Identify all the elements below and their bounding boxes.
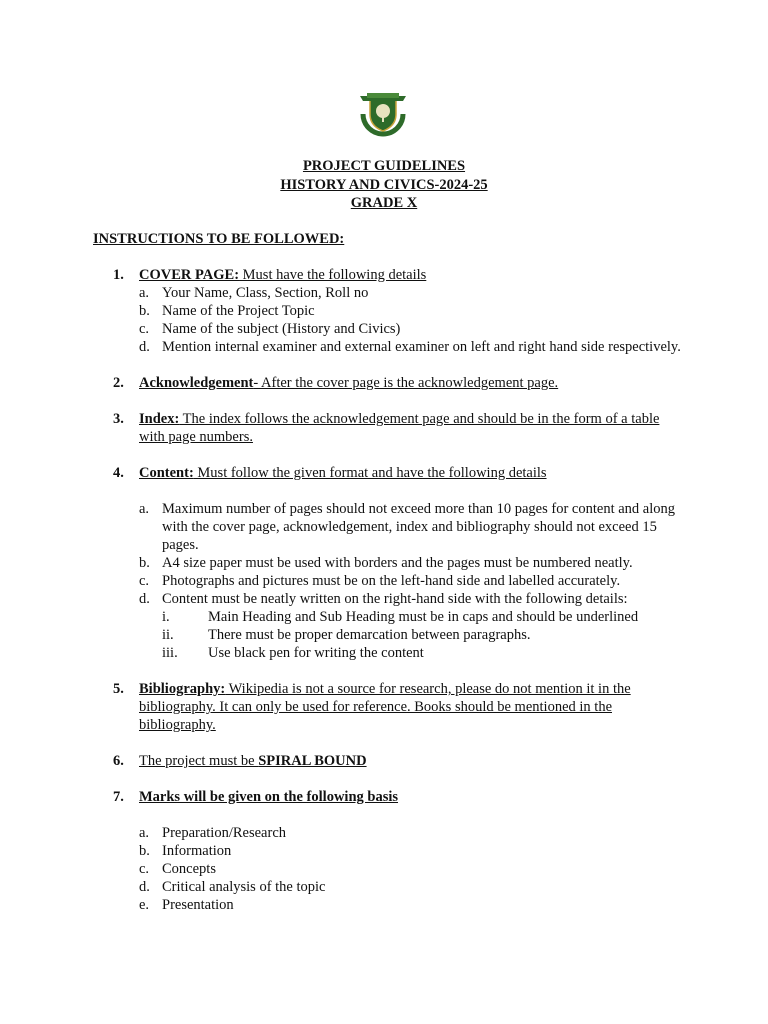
sub-list-item: b. A4 size paper must be used with borders and the pages must be numbered neatly. bbox=[139, 555, 633, 571]
item-number: 5. bbox=[113, 681, 124, 697]
item-text: - After the cover page is the acknowledgement page. bbox=[253, 375, 559, 391]
list-item-content bbox=[113, 464, 683, 662]
roman-list-item: ii. There must be proper demarcation between paragraphs. bbox=[162, 627, 531, 643]
instructions-list bbox=[113, 266, 683, 932]
title-line-2: HISTORY AND CIVICS-2024-25 bbox=[280, 176, 488, 193]
item-heading: Marks will be given on the following basis bbox=[139, 789, 399, 805]
roman-list-item: i. Main Heading and Sub Heading must be in caps and should be underlined bbox=[162, 609, 639, 625]
roman-list bbox=[162, 608, 683, 662]
sub-list-item: d. Critical analysis of the topic bbox=[139, 879, 326, 895]
sub-list-item: a. Preparation/Research bbox=[139, 825, 287, 841]
sub-list-item: a. Maximum number of pages should not exceed more than 10 pages for content and along with the cover page, acknowledgement, index and bibliography should not exceed 15 pages. bbox=[139, 501, 676, 553]
list-item-cover-page bbox=[113, 266, 683, 356]
sub-list-item: e. Presentation bbox=[139, 897, 234, 913]
item-number: 1. bbox=[113, 267, 124, 283]
title-line-3: GRADE X bbox=[350, 195, 418, 211]
sub-list bbox=[139, 500, 683, 662]
item-text: The project must be bbox=[139, 753, 259, 769]
item-text: Must follow the given format and have the following details bbox=[193, 465, 547, 481]
sub-list-item: a. Your Name, Class, Section, Roll no bbox=[139, 285, 369, 301]
item-number: 7. bbox=[113, 789, 124, 805]
item-number: 4. bbox=[113, 465, 124, 481]
sub-list-item: d. Mention internal examiner and external examiner on left and right hand side respectively. bbox=[139, 339, 681, 355]
sub-list-item: b. Name of the Project Topic bbox=[139, 303, 315, 319]
sub-list bbox=[139, 824, 683, 914]
sub-list bbox=[139, 284, 683, 356]
list-item-bibliography bbox=[113, 680, 683, 734]
item-heading: COVER PAGE: bbox=[139, 267, 240, 283]
sub-list-item: d. Content must be neatly written on the right-hand side with the following details: i. Main Heading and Sub Heading must be in caps and should be underlined ii. There must be proper demarcation between paragraphs. iii. Use black pen for writing the content bbox=[139, 590, 683, 662]
sub-list-item: c. Name of the subject (History and Civics) bbox=[139, 321, 401, 337]
item-heading: Bibliography: bbox=[139, 681, 226, 697]
sub-list-item: c. Concepts bbox=[139, 861, 216, 877]
item-text: Wikipedia is not a source for research, please do not mention it in the bibliography. It can only be used for reference. Books should be mentioned in the bibliography. bbox=[139, 681, 631, 733]
item-emphasis: SPIRAL BOUND bbox=[258, 753, 367, 769]
document-title-block bbox=[0, 157, 768, 213]
item-number: 3. bbox=[113, 411, 124, 427]
roman-list-item: iii. Use black pen for writing the content bbox=[162, 645, 424, 661]
item-text: The index follows the acknowledgement page and should be in the form of a table with page numbers. bbox=[139, 411, 660, 445]
school-crest-icon bbox=[355, 84, 411, 140]
title-line-1: PROJECT GUIDELINES bbox=[302, 158, 466, 174]
item-text: Must have the following details bbox=[239, 267, 427, 283]
list-item-marks bbox=[113, 788, 683, 914]
instructions-heading: INSTRUCTIONS TO BE FOLLOWED: bbox=[93, 231, 345, 247]
list-item-index bbox=[113, 410, 683, 446]
item-heading: Acknowledgement bbox=[139, 375, 254, 391]
item-heading: Index: bbox=[139, 411, 180, 427]
sub-list-item: c. Photographs and pictures must be on the left-hand side and labelled accurately. bbox=[139, 573, 621, 589]
list-item-spiral-bound bbox=[113, 752, 683, 770]
list-item-acknowledgement bbox=[113, 374, 683, 392]
sub-list-item: b. Information bbox=[139, 843, 232, 859]
item-number: 2. bbox=[113, 375, 124, 391]
item-number: 6. bbox=[113, 753, 124, 769]
item-heading: Content: bbox=[139, 465, 194, 481]
